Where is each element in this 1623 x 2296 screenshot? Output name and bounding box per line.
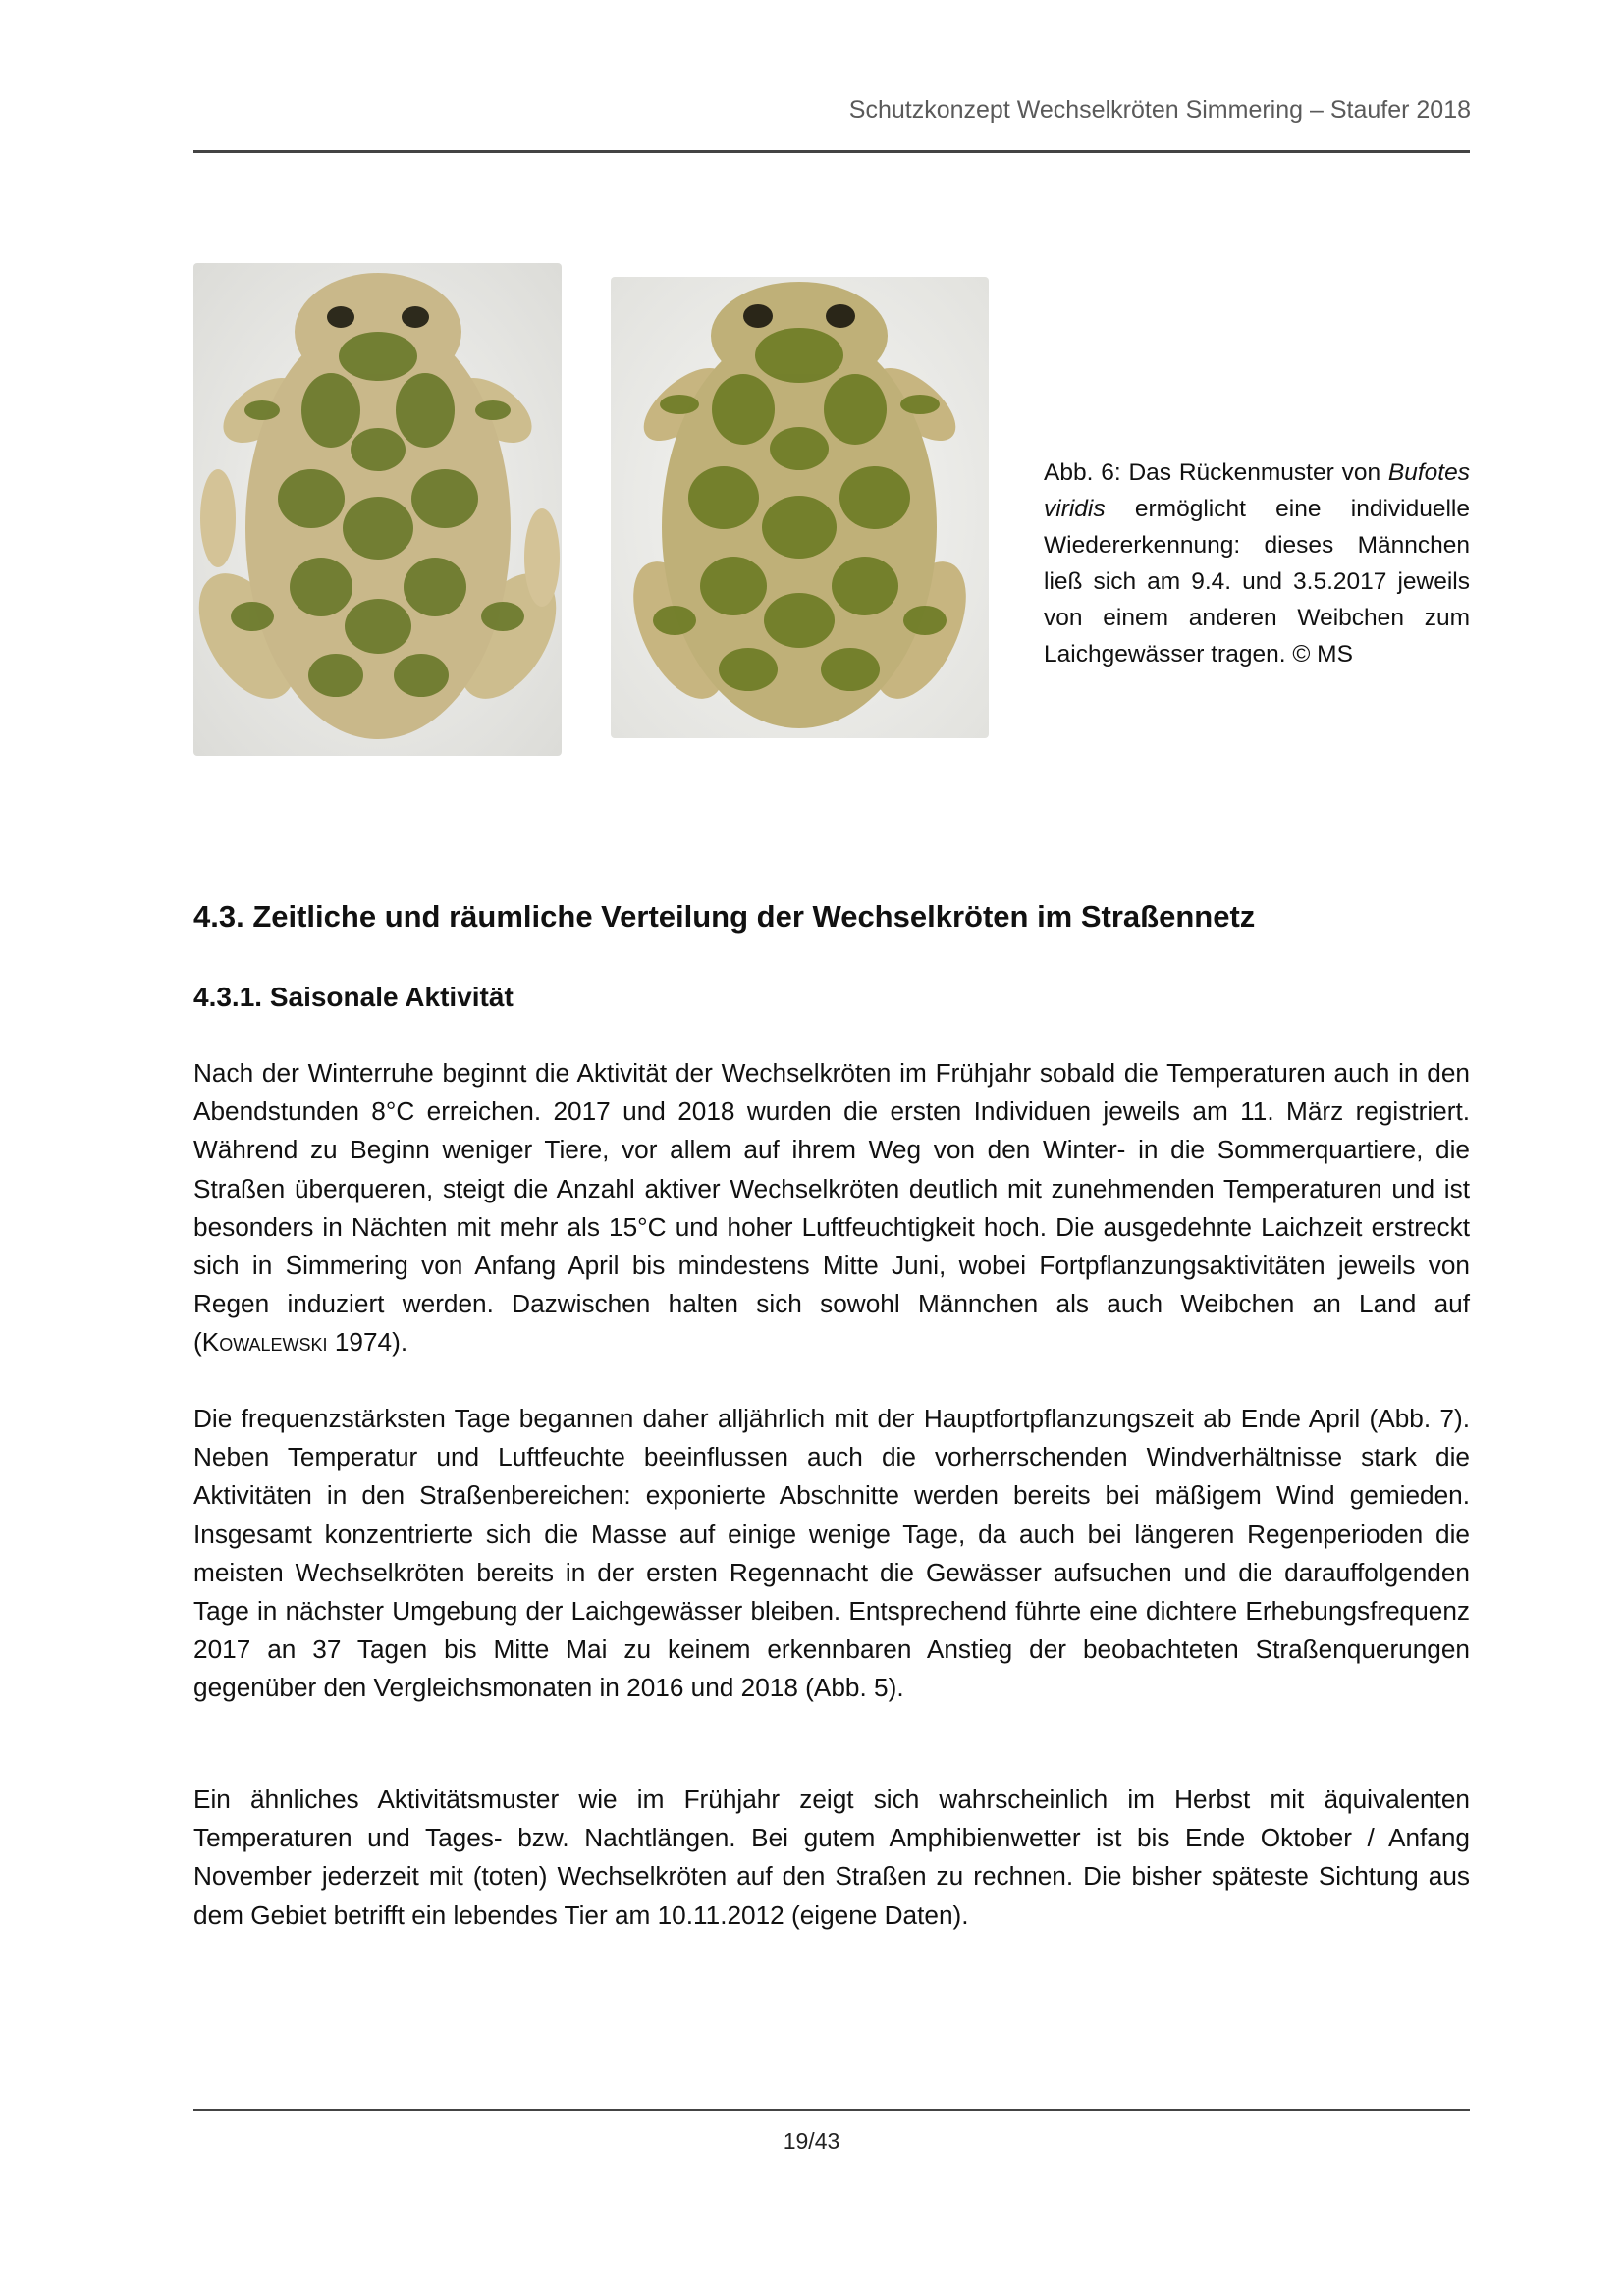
- paragraph-1-main: Nach der Winterruhe beginnt die Aktivität der Wechselkröten im Frühjahr sobald die Temperaturen auch in den Abendstunden 8°C erreichen. 2017 und 2018 wurden die ersten Individuen jeweils am 11. März registriert. Während zu Beginn weniger Tiere, vor allem auf ihrem Weg von den Winter- in die Sommerquartiere, die Straßen überqueren, steigt die Anzahl aktiver Wechselkröten deutlich mit zunehmenden Temperaturen und ist besonders in Nächten mit mehr als 15°C und hoher Luftfeuchtigkeit hoch. Die ausgedehnte Laichzeit erstreckt sich in Simmering von Anfang April bis mindestens Mitte Juni, wobei Fortpflanzungsaktivitäten jeweils von Regen induziert werden. Dazwischen halten sich sowohl Männchen als auch Weibchen an Land auf (: [193, 1058, 1470, 1358]
- paragraph-1-end: 1974).: [327, 1327, 408, 1358]
- figure-caption: [1044, 454, 1470, 672]
- subsection-heading: 4.3.1. Saisonale Aktivität: [193, 982, 514, 1012]
- caption-rest: ermöglicht eine individuelle Wiedererkennung: dieses Männchen ließ sich am 9.4. und 3.5.2017 jeweils von einem anderen Weibchen zum Laichgewässer tragen. © MS: [1044, 495, 1470, 667]
- header-rule: [193, 150, 1470, 153]
- toad-photo-left: [193, 263, 562, 756]
- paragraph-2: Die frequenzstärksten Tage begannen daher alljährlich mit der Hauptfortpflanzungszeit ab Ende April (Abb. 7). Neben Temperatur und Luftfeuchte beeinflussen auch die vorherrschenden Windverhältnisse stark die Aktivitäten in den Straßenbereichen: exponierte Abschnitte werden bereits bei mäßigem Wind gemieden. Insgesamt konzentrierte sich die Masse auf einige wenige Tage, da auch bei längeren Regenperioden die meisten Wechselkröten bereits in der ersten Regennacht die Gewässer aufsuchen und die darauffolgenden Tage in nächster Umgebung der Laichgewässer bleiben. Entsprechend führte eine dichtere Erhebungsfrequenz 2017 an 37 Tagen bis Mitte Mai zu keinem erkennbaren Anstieg der beobachteten Straßenquerungen gegenüber den Vergleichsmonaten in 2016 und 2018 (Abb. 5).: [193, 1404, 1470, 1703]
- caption-lead: Abb. 6: Das Rückenmuster von: [1044, 458, 1388, 486]
- running-header: Schutzkonzept Wechselkröten Simmering – Staufer 2018: [848, 96, 1471, 124]
- footer-rule: [193, 2109, 1470, 2111]
- section-heading: 4.3. Zeitliche und räumliche Verteilung der Wechselkröten im Straßennetz: [193, 899, 1256, 934]
- paragraph-3: Ein ähnliches Aktivitätsmuster wie im Frühjahr zeigt sich wahrscheinlich im Herbst mit äquivalenten Temperaturen und Tages- bzw. Nachtlängen. Bei gutem Amphibienwetter ist bis Ende Oktober / Anfang November jederzeit mit (toten) Wechselkröten auf den Straßen zu rechnen. Die bisher späteste Sichtung aus dem Gebiet betrifft ein lebendes Tier am 10.11.2012 (eigene Daten).: [193, 1785, 1470, 1930]
- toad-photo-right: [611, 277, 989, 738]
- citation-author: Kowalewski: [201, 1327, 328, 1358]
- paragraph-1: [193, 1054, 1470, 1362]
- page-number: 19/43: [783, 2128, 840, 2154]
- caption-species: Bufotes viridis: [1044, 458, 1470, 522]
